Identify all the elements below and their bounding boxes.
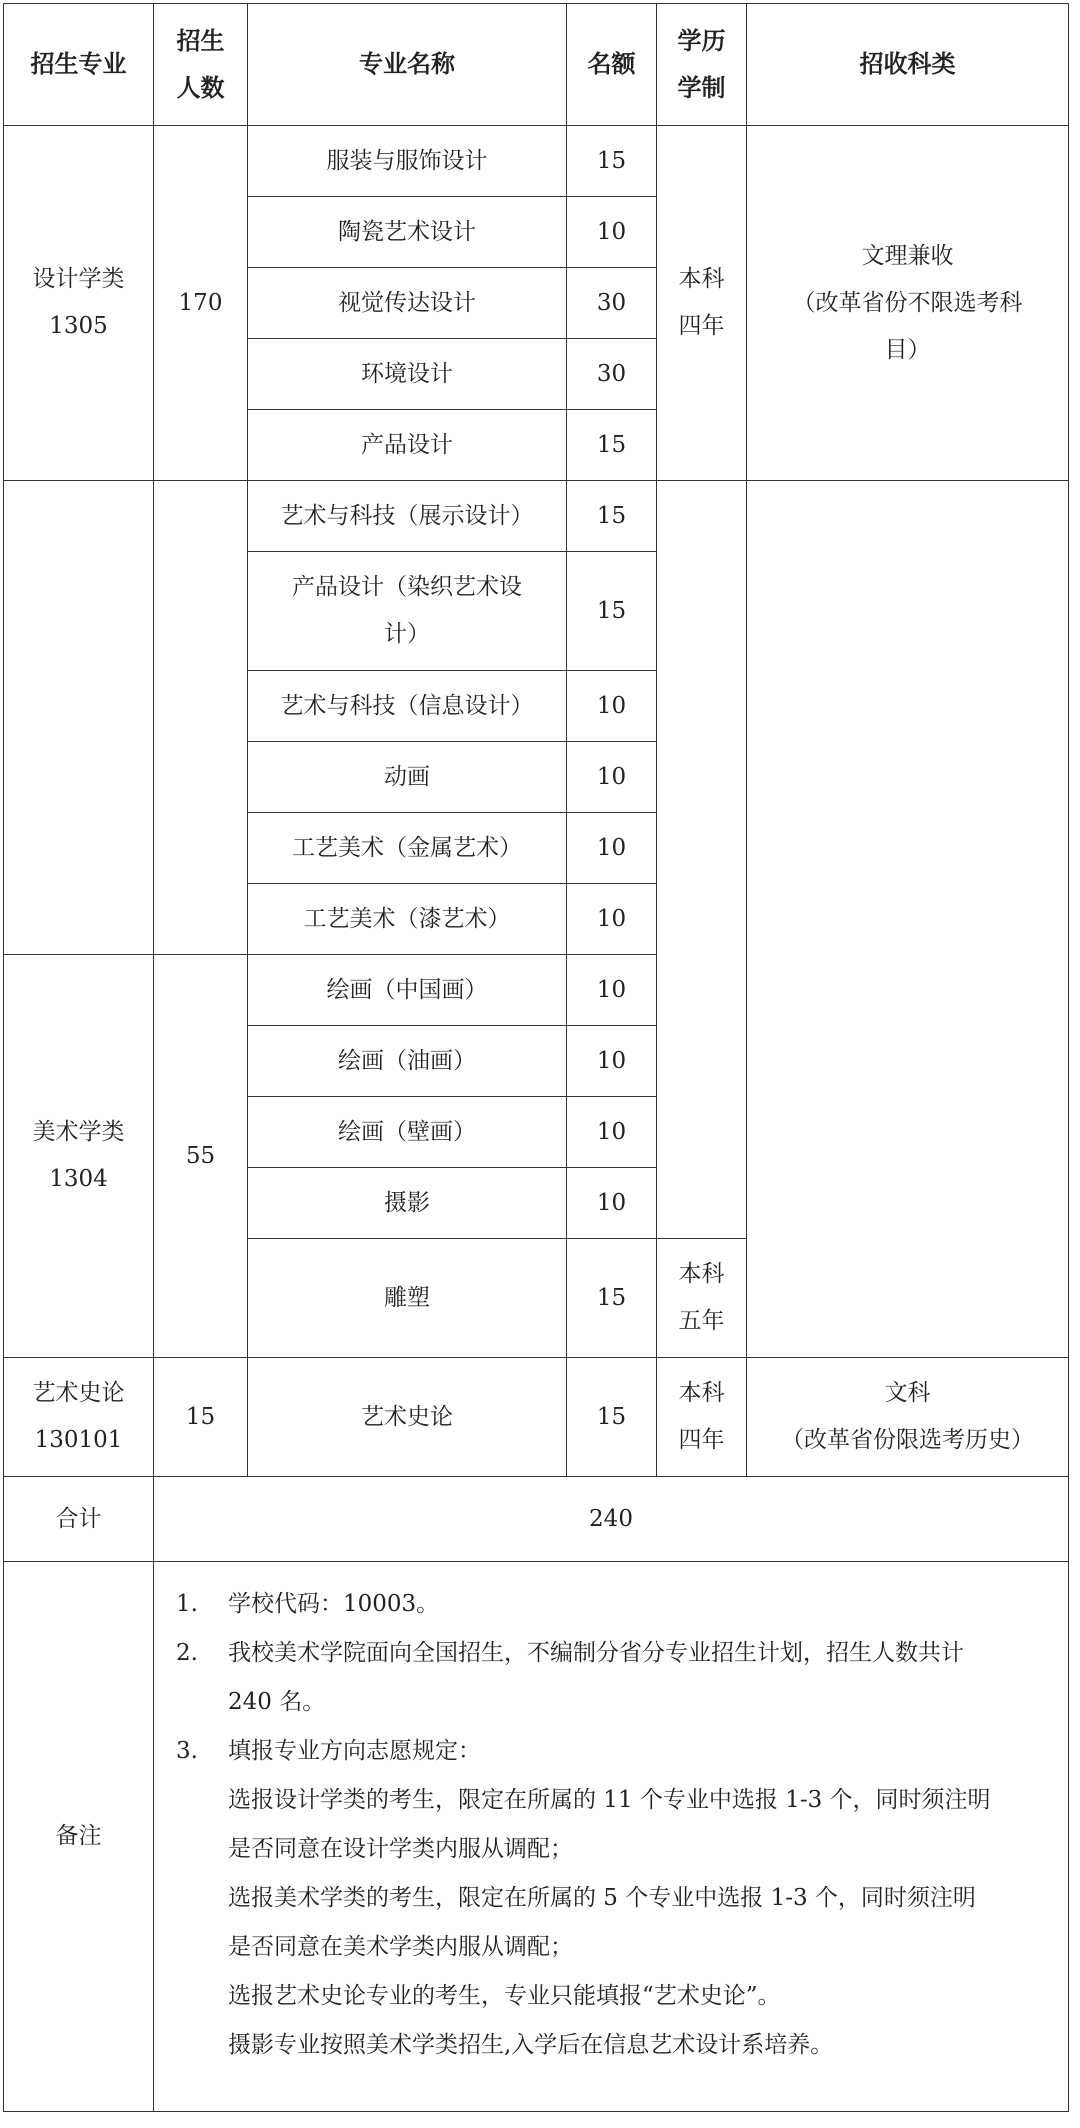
- header-major-group: 招生专业: [4, 4, 154, 126]
- major-name: 服装与服饰设计: [248, 126, 567, 197]
- duration-cell-blank: [657, 481, 747, 1239]
- table-row: [4, 126, 1069, 197]
- major-name: 雕塑: [248, 1239, 567, 1358]
- major-quota: 10: [567, 742, 657, 813]
- group-blank: [4, 481, 154, 955]
- major-quota: 10: [567, 1168, 657, 1239]
- rule-photography: 摄影专业按照美术学类招生,入学后在信息艺术设计系培养。: [228, 2032, 834, 2058]
- major-quota: 10: [567, 884, 657, 955]
- major-quota: 15: [567, 410, 657, 481]
- group-history: 艺术史论 130101: [4, 1358, 154, 1477]
- category-design: 文理兼收 （改革省份不限选考科 目）: [747, 126, 1069, 481]
- major-quota: 15: [567, 552, 657, 671]
- major-name: 视觉传达设计: [248, 268, 567, 339]
- notes-label: 备注: [4, 1562, 154, 2112]
- note-3: 3. 填报专业方向志愿规定：: [176, 1738, 481, 1764]
- note-1: 1. 学校代码：10003。: [176, 1591, 440, 1617]
- major-name: 产品设计: [248, 410, 567, 481]
- rule-design-cont: 是否同意在设计学类内服从调配；: [228, 1836, 573, 1862]
- major-quota: 10: [567, 197, 657, 268]
- header-quota: 名额: [567, 4, 657, 126]
- duration-cell: 本科 四年: [657, 126, 747, 481]
- major-name: 陶瓷艺术设计: [248, 197, 567, 268]
- major-quota: 30: [567, 268, 657, 339]
- header-enrollment: 招生 人数: [154, 4, 248, 126]
- major-quota: 15: [567, 481, 657, 552]
- header-major-name: 专业名称: [248, 4, 567, 126]
- major-quota: 10: [567, 1026, 657, 1097]
- category-history: 文科 （改革省份限选考历史）: [747, 1358, 1069, 1477]
- group-design: 设计学类 1305: [4, 126, 154, 481]
- major-quota: 15: [567, 126, 657, 197]
- major-name: 产品设计（染织艺术设 计）: [248, 552, 567, 671]
- total-row: [4, 1477, 1069, 1562]
- duration-cell-history: 本科 四年: [657, 1358, 747, 1477]
- rule-fineart-cont: 是否同意在美术学类内服从调配；: [228, 1934, 573, 1960]
- major-name: 工艺美术（金属艺术）: [248, 813, 567, 884]
- duration-cell-five: 本科 五年: [657, 1239, 747, 1358]
- major-name: 工艺美术（漆艺术）: [248, 884, 567, 955]
- major-name: 绘画（中国画）: [248, 955, 567, 1026]
- total-value: 240: [154, 1477, 1069, 1562]
- table-row: [4, 481, 1069, 552]
- note-2-cont: 240 名。: [228, 1689, 326, 1715]
- major-name: 艺术史论: [248, 1358, 567, 1477]
- major-quota: 10: [567, 1097, 657, 1168]
- total-label: 合计: [4, 1477, 154, 1562]
- major-name: 绘画（壁画）: [248, 1097, 567, 1168]
- major-quota: 10: [567, 813, 657, 884]
- header-row: [4, 4, 1069, 126]
- rule-design: 选报设计学类的考生，限定在所属的 11 个专业中选报 1-3 个，同时须注明: [228, 1787, 991, 1813]
- rule-history: 选报艺术史论专业的考生，专业只能填报“艺术史论”。: [228, 1983, 781, 2009]
- group-fineart: 美术学类 1304: [4, 955, 154, 1358]
- admission-plan-table: [3, 3, 1069, 2112]
- major-name: 动画: [248, 742, 567, 813]
- group-blank-count: [154, 481, 248, 955]
- major-quota: 15: [567, 1239, 657, 1358]
- notes-row: [4, 1562, 1069, 2112]
- table-row: [4, 1358, 1069, 1477]
- header-duration: 学历 学制: [657, 4, 747, 126]
- major-quota: 30: [567, 339, 657, 410]
- major-name: 环境设计: [248, 339, 567, 410]
- group-design-count: 170: [154, 126, 248, 481]
- category-blank: [747, 481, 1069, 1358]
- group-fineart-count: 55: [154, 955, 248, 1358]
- major-name: 绘画（油画）: [248, 1026, 567, 1097]
- note-2: 2. 我校美术学院面向全国招生，不编制分省分专业招生计划，招生人数共计: [176, 1640, 964, 1666]
- major-name: 艺术与科技（展示设计）: [248, 481, 567, 552]
- group-history-count: 15: [154, 1358, 248, 1477]
- major-quota: 10: [567, 955, 657, 1026]
- major-name: 摄影: [248, 1168, 567, 1239]
- major-name: 艺术与科技（信息设计）: [248, 671, 567, 742]
- major-quota: 15: [567, 1358, 657, 1477]
- notes-content: [154, 1562, 1069, 2112]
- header-category: 招收科类: [747, 4, 1069, 126]
- major-quota: 10: [567, 671, 657, 742]
- rule-fineart: 选报美术学类的考生，限定在所属的 5 个专业中选报 1-3 个，同时须注明: [228, 1885, 976, 1911]
